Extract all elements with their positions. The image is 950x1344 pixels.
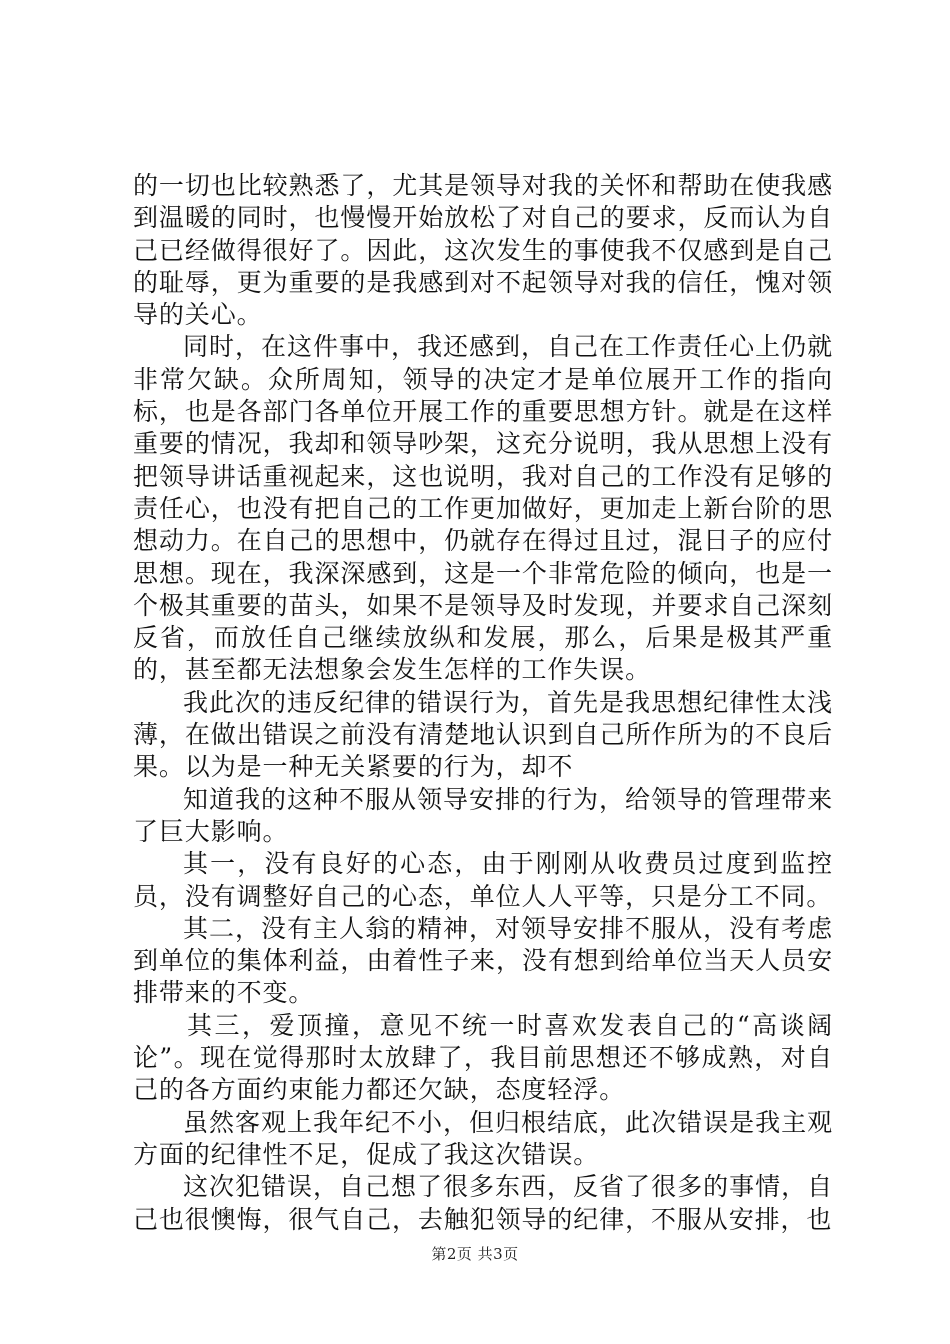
page-indicator: 第2页 共3页 — [431, 1245, 519, 1263]
paragraph-8: 虽然客观上我年纪不小，但归根结底，此次错误是我主观方面的纪律性不足，促成了我这次错误。 — [133, 1107, 833, 1169]
paragraph-7: 其三，爱顶撞，意见不统一时喜欢发表自己的“高谈阔论”。现在觉得那时太放肆了，我目前思想还不够成熟，对自己的各方面约束能力都还欠缺，态度轻浮。 — [133, 1010, 833, 1105]
paragraph-4: 知道我的这种不服从领导安排的行为，给领导的管理带来了巨大影响。 — [133, 784, 833, 846]
paragraph-9: 这次犯错误，自己想了很多东西，反省了很多的事情，自己也很懊悔，很气自己，去触犯领导的纪律，不服从安排，也 — [133, 1172, 833, 1234]
paragraph-6: 其二，没有主人翁的精神，对领导安排不服从，没有考虑到单位的集体利益，由着性子来，没有想到给单位当天人员安排带来的不变。 — [133, 913, 833, 1008]
paragraph-1: 的一切也比较熟悉了，尤其是领导对我的关怀和帮助在使我感到温暖的同时，也慢慢开始放松了对自己的要求，反而认为自己已经做得很好了。因此，这次发生的事使我不仅感到是自己的耻辱，更为重要的是我感到对不起领导对我的信任，愧对领导的关心。 — [133, 171, 833, 330]
body-text — [133, 170, 833, 1236]
paragraph-3: 我此次的违反纪律的错误行为，首先是我思想纪律性太浅薄，在做出错误之前没有清楚地认识到自己所作所为的不良后果。以为是一种无关紧要的行为，却不 — [133, 687, 833, 782]
paragraph-5: 其一，没有良好的心态，由于刚刚从收费员过度到监控员，没有调整好自己的心态，单位人人平等，只是分工不同。 — [133, 849, 833, 911]
paragraph-2: 同时，在这件事中，我还感到，自己在工作责任心上仍就非常欠缺。众所周知，领导的决定才是单位展开工作的指向标，也是各部门各单位开展工作的重要思想方针。就是在这样重要的情况，我却和领导吵架，这充分说明，我从思想上没有把领导讲话重视起来，这也说明，我对自己的工作没有足够的责任心，也没有把自己的工作更加做好，更加走上新台阶的思想动力。在自己的思想中，仍就存在得过且过，混日子的应付思想。现在，我深深感到，这是一个非常危险的倾向，也是一个极其重要的苗头，如果不是领导及时发现，并要求自己深刻反省，而放任自己继续放纵和发展，那么，后果是极其严重的，甚至都无法想象会发生怎样的工作失误。 — [133, 332, 833, 685]
